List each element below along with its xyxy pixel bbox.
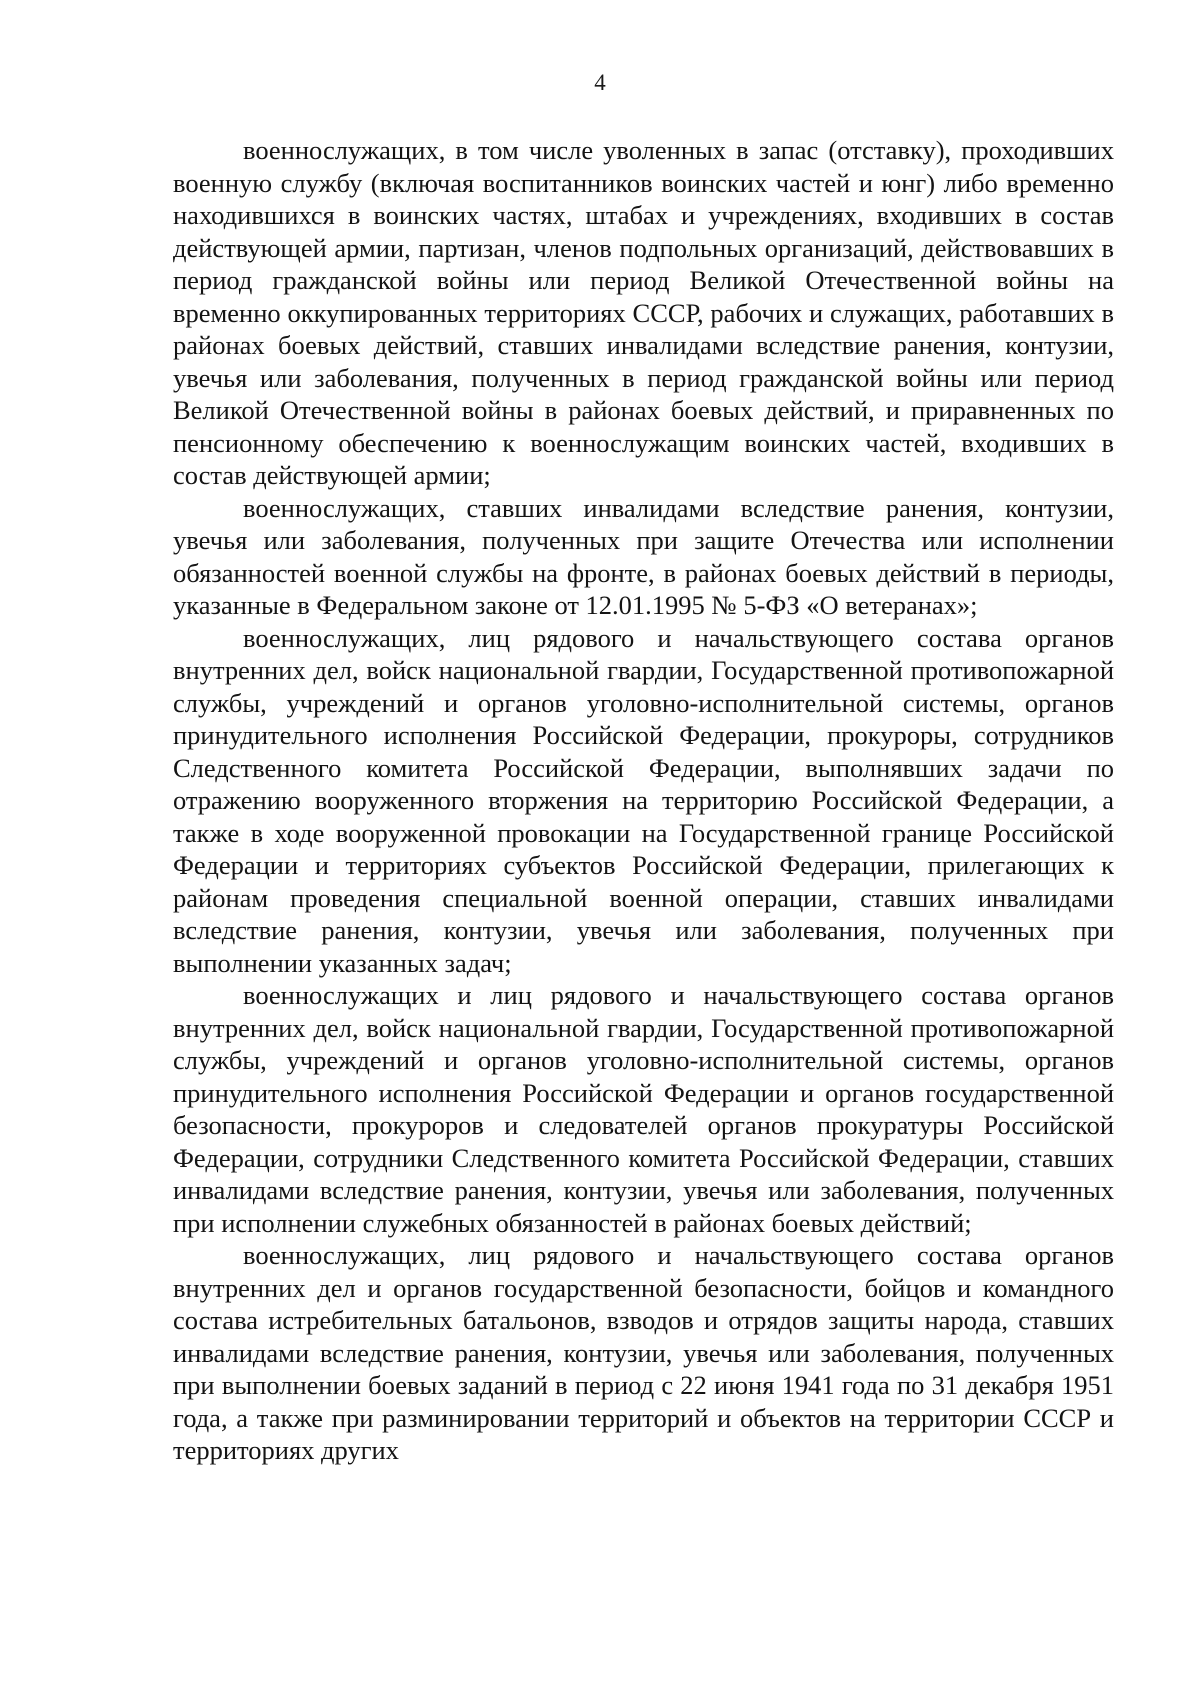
paragraph-2: военнослужащих, ставших инвалидами вследствие ранения, контузии, увечья или заболевания, полученных при защите Отечества или исполнении обязанностей военной службы на фронте, в районах боевых действий в периоды, указанные в Федеральном законе от 12.01.1995 № 5-ФЗ «О ветеранах»; <box>173 492 1114 620</box>
paragraph-1: военнослужащих, в том числе уволенных в запас (отставку), проходивших военную службу (включая воспитанников воинских частей и юнг) либо временно находившихся в воинских частях, штабах и учреждениях, входивших в состав действующей армии, партизан, членов подпольных организаций, действовавших в период гражданской войны или период Великой Отечественной войны на временно оккупированных территориях СССР, рабочих и служащих, работавших в районах боевых действий, ставших инвалидами вследствие ранения, контузии, увечья или заболевания, полученных в период гражданской войны или период Великой Отечественной войны в районах боевых действий, и приравненных по пенсионному обеспечению к военнослужащим воинских частей, входивших в состав действующей армии; <box>173 135 1114 490</box>
paragraph-4: военнослужащих и лиц рядового и начальствующего состава органов внутренних дел, войск национальной гвардии, Государственной противопожарной службы, учреждений и органов уголовно-исполнительной системы, органов принудительного исполнения Российской Федерации и органов государственной безопасности, прокуроров и следователей органов прокуратуры Российской Федерации, сотрудники Следственного комитета Российской Федерации, ставших инвалидами вследствие ранения, контузии, увечья или заболевания, полученных при исполнении служебных обязанностей в районах боевых действий; <box>173 980 1114 1238</box>
paragraph-3: военнослужащих, лиц рядового и начальствующего состава органов внутренних дел, войск национальной гвардии, Государственной противопожарной службы, учреждений и органов уголовно-исполнительной системы, органов принудительного исполнения Российской Федерации, прокуроры, сотрудников Следственного комитета Российской Федерации, выполнявших задачи по отражению вооруженного вторжения на территорию Российской Федерации, а также в ходе вооруженной провокации на Государственной границе Российской Федерации и территориях субъектов Российской Федерации, прилегающих к районам проведения специальной военной операции, ставших инвалидами вследствие ранения, контузии, увечья или заболевания, полученных при выполнении указанных задач; <box>173 622 1114 978</box>
paragraph-5: военнослужащих, лиц рядового и начальствующего состава органов внутренних дел и органов государственной безопасности, бойцов и командного состава истребительных батальонов, взводов и отрядов защиты народа, ставших инвалидами вследствие ранения, контузии, увечья или заболевания, полученных при выполнении боевых заданий в период с 22 июня 1941 года по 31 декабря 1951 года, а также при разминировании территорий и объектов на территории СССР и территориях других <box>173 1240 1114 1465</box>
page-number: 4 <box>594 70 606 95</box>
document-body <box>173 134 1114 1467</box>
